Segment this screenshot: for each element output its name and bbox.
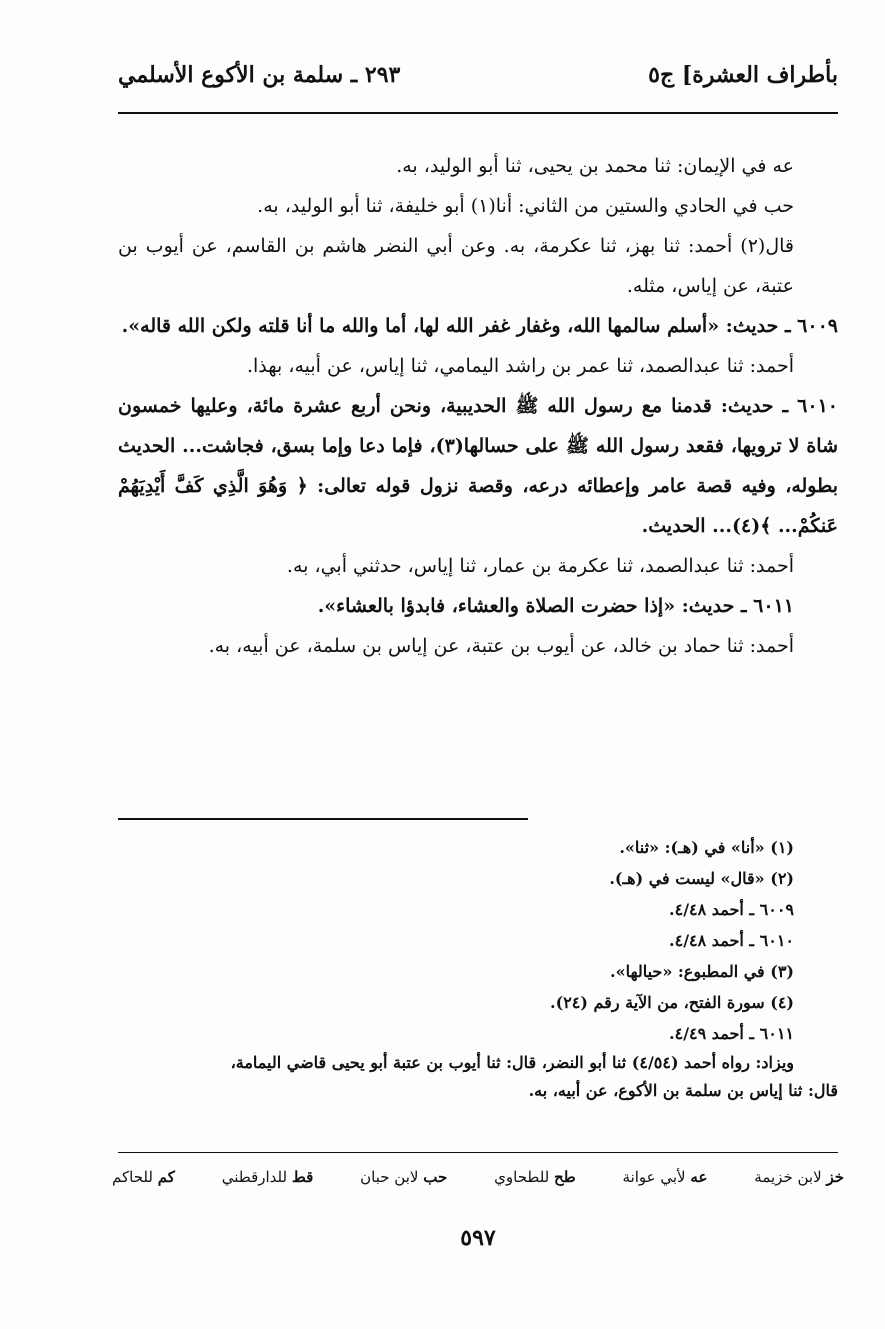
main-text: [118, 146, 838, 666]
header-chapter-title: ٢٩٣ ـ سلمة بن الأكوع الأسلمي: [118, 62, 401, 88]
hadith-6010: ٦٠١٠ ـ حديث: قدمنا مع رسول الله ﷺ الحديبية، ونحن أربع عشرة مائة، وعليها خمسون شاة لا ترويها، فقعد رسول الله ﷺ على حسالها(٣)، فإما دعا وإما بسق، فجاشت... الحديث بطوله، وفيه قصة عامر وإعطائه درعه، وقصة نزول قوله تعالى: ﴿ وَهُوَ الَّذِي كَفَّ أَيْدِيَهُمْ عَنكُمْ... ﴾(٤)... الحديث.: [118, 395, 838, 537]
footnote: (٢) «قال» ليست في (هـ).: [609, 869, 794, 888]
legend-item: طح للطحاوي: [494, 1168, 576, 1186]
paragraph: أحمد: ثنا حماد بن خالد، عن أيوب بن عتبة، عن إياس بن سلمة، عن أبيه، به.: [208, 635, 794, 657]
abbreviation-legend: [112, 1168, 844, 1186]
footnote: (٤) سورة الفتح، من الآية رقم (٢٤).: [550, 993, 794, 1012]
legend-divider: [118, 1152, 838, 1153]
hadith-6011: ٦٠١١ ـ حديث: «إذا حضرت الصلاة والعشاء، فابدؤا بالعشاء».: [317, 595, 794, 617]
paragraph: أحمد: ثنا عبدالصمد، ثنا عمر بن راشد اليمامي، ثنا إياس، عن أبيه، بهذا.: [246, 355, 794, 377]
legend-item: عه لأبي عوانة: [622, 1168, 708, 1186]
legend-item: قط للدارقطني: [221, 1168, 314, 1186]
footnote: ٦٠١١ ـ أحمد ٤/٤٩.: [669, 1024, 794, 1043]
hadith-6009: ٦٠٠٩ ـ حديث: «أسلم سالمها الله، وغفار غفر الله لها، أما والله ما أنا قلته ولكن الله قاله».: [121, 315, 838, 337]
footnote: ٦٠١٠ ـ أحمد ٤/٤٨.: [669, 931, 794, 950]
legend-item: خز لابن خزيمة: [754, 1168, 844, 1186]
legend-item: حب لابن حبان: [360, 1168, 448, 1186]
footnotes: [118, 832, 838, 1105]
legend-item: كم للحاكم: [112, 1168, 175, 1186]
paragraph: عه في الإيمان: ثنا محمد بن يحيى، ثنا أبو الوليد، به.: [396, 155, 794, 177]
paragraph: حب في الحادي والستين من الثاني: أنا(١) أبو خليفة، ثنا أبو الوليد، به.: [257, 195, 794, 217]
header-divider: [118, 112, 838, 114]
header-book-title: بأطراف العشرة] ج٥: [648, 62, 838, 88]
page-number: ٥٩٧: [460, 1225, 496, 1251]
extra-note-line: ويزاد: رواه أحمد (٤/٥٤) ثنا أبو النضر، قال: ثنا أيوب بن عتبة أبو يحيى قاضي اليمامة،: [230, 1053, 794, 1072]
paragraph: أحمد: ثنا عبدالصمد، ثنا عكرمة بن عمار، ثنا إياس، حدثني أبي، به.: [286, 555, 794, 577]
footnote: (١) «أنا» في (هـ): «ثنا».: [619, 838, 794, 857]
running-header: [118, 50, 838, 106]
footnote-divider: [118, 818, 528, 820]
paragraph: قال(٢) أحمد: ثنا بهز، ثنا عكرمة، به. وعن أبي النضر هاشم بن القاسم، عن أيوب بن عتبة، عن إياس، مثله.: [118, 235, 794, 297]
book-page: [112, 50, 844, 1251]
extra-note-line: قال: ثنا إياس بن سلمة بن الأكوع، عن أبيه، به.: [528, 1081, 838, 1100]
footnote: (٣) في المطبوع: «حيالها».: [610, 962, 794, 981]
footnote: ٦٠٠٩ ـ أحمد ٤/٤٨.: [669, 900, 794, 919]
